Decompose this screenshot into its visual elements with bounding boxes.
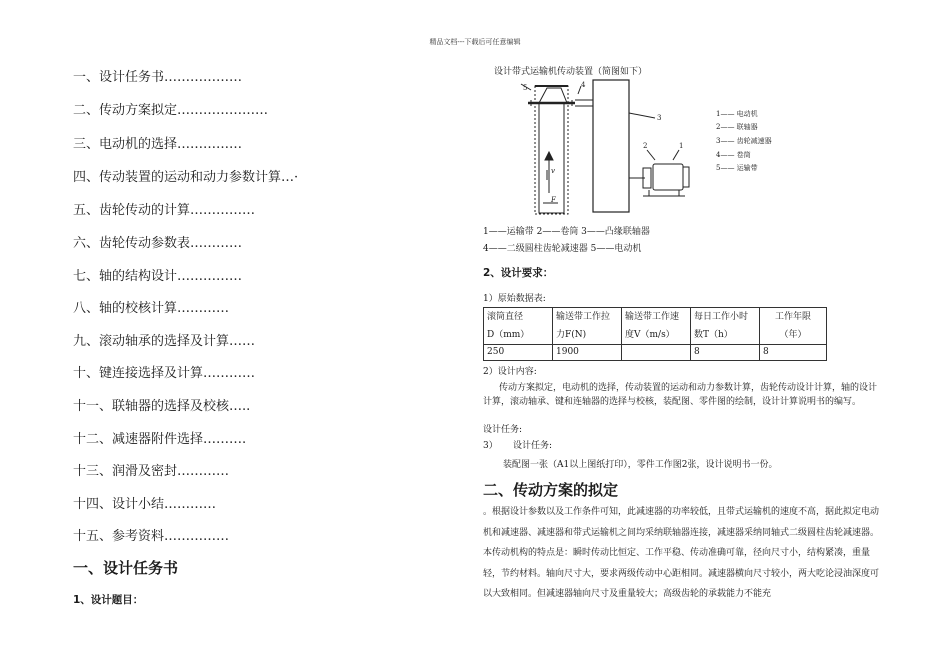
table-cell: 250: [484, 345, 553, 361]
data-table-label: 1）原始数据表:: [483, 294, 546, 304]
legend-item: 2—— 联轴器: [716, 123, 758, 131]
callout-1: 1: [679, 142, 684, 150]
scheme-paragraph: 。根据设计参数以及工作条件可知，此减速器的功率较低，且带式运输机的速度不高，据此拟定电动机和减速器、减速器和带式运输机之间均采纳联轴器连接，减速器采纳同轴式二级圆柱齿轮减速器。本传动机构的特点是：瞬时传动比恒定、工作平稳、传动准确可靠，径向尺寸小，结构紧凑，重量轻，节约材料。轴向尺寸大，要求两级传动中心距相同。减速器横向尺寸较小，两大吃论浸油深度可以大致相同。但减速器轴向尺寸及重量较大；高级齿轮的承载能力不能充: [483, 507, 880, 599]
page-header: 精品文档---下载后可任意编辑: [429, 38, 521, 46]
toc-item[interactable]: 五、齿轮传动的计算……………: [73, 203, 256, 218]
toc-item[interactable]: 十、键连接选择及计算…………: [73, 366, 256, 381]
task-sub-label: 设计任务:: [513, 441, 553, 451]
toc-item[interactable]: 十一、联轴器的选择及校核…..: [73, 399, 251, 414]
content-paragraph: 传动方案拟定，电动机的选择，传动装置的运动和动力参数计算，齿轮传动设计计算，轴的设计计算，滚动轴承、键和连轴器的选择与校核，装配图、零件图的绘制，设计计算说明书的编写。: [483, 383, 878, 407]
requirements-heading: 2、设计要求：: [483, 267, 554, 279]
toc-item[interactable]: 一、设计任务书………………: [73, 70, 243, 85]
toc-item[interactable]: 二、传动方案拟定…………………: [73, 103, 269, 118]
table-header-cell: 输送带工作速 度V（m/s）: [622, 308, 691, 345]
toc-item[interactable]: 九、滚动轴承的选择及计算……: [73, 334, 256, 349]
figure-caption-line2: 4——二级圆柱齿轮减速器 5——电动机: [483, 244, 642, 254]
table-cell: 8: [691, 345, 760, 361]
legend-item: 4—— 卷筒: [716, 151, 751, 159]
toc-item[interactable]: 十三、润滑及密封…………: [73, 464, 230, 479]
section-heading-scheme: 二、传动方案的拟定: [483, 481, 619, 499]
task-text: 装配图一张（A1以上图纸打印），零件工作图2张，设计说明书一份。: [503, 460, 778, 470]
callout-4: 4: [581, 81, 586, 89]
figure-title: 设计带式运输机传动装置（简图如下）: [494, 67, 648, 77]
task-label: 设计任务:: [483, 425, 523, 435]
callout-2: 2: [643, 142, 648, 150]
legend-item: 5—— 运输带: [716, 164, 758, 172]
toc-item[interactable]: 三、电动机的选择……………: [73, 137, 243, 152]
toc-item[interactable]: 八、轴的校核计算…………: [73, 301, 230, 316]
legend-item: 3—— 齿轮减速器: [716, 137, 772, 145]
toc-item[interactable]: 四、传动装置的运动和动力参数计算…·: [73, 170, 299, 185]
table-cell: 1900: [553, 345, 622, 361]
toc-item[interactable]: 十四、设计小结…………: [73, 497, 217, 512]
figure-caption-line1: 1——运输带 2——卷筒 3——凸缘联轴器: [483, 227, 650, 237]
velocity-label: v: [551, 167, 555, 175]
toc-item[interactable]: 七、轴的结构设计……………: [73, 269, 243, 284]
table-header-cell: 输送带工作拉 力F(N): [553, 308, 622, 345]
legend-item: 1—— 电动机: [716, 110, 758, 118]
callout-3: 3: [657, 114, 662, 122]
toc-item[interactable]: 十二、减速器附件选择……….: [73, 432, 247, 447]
force-label: F: [551, 196, 556, 204]
section-heading-task: 一、设计任务书: [73, 559, 179, 577]
table-header-cell: 每日工作小时 数T（h）: [691, 308, 760, 345]
toc-item[interactable]: 六、齿轮传动参数表…………: [73, 236, 243, 251]
task-number: 3）: [483, 441, 498, 451]
callout-5: 5: [523, 84, 528, 92]
table-header-cell: 滚筒直径 D（mm）: [484, 308, 553, 345]
table-cell: 8: [760, 345, 827, 361]
content-label: 2）设计内容:: [483, 367, 537, 377]
table-cell: [622, 345, 691, 361]
design-title-label: 1、设计题目：: [73, 594, 144, 606]
toc-item[interactable]: 十五、参考资料……………: [73, 529, 230, 544]
parameter-table: [483, 307, 827, 361]
conveyor-drive-diagram: [483, 78, 713, 218]
table-header-cell: 工作年限 （年）: [760, 308, 827, 345]
